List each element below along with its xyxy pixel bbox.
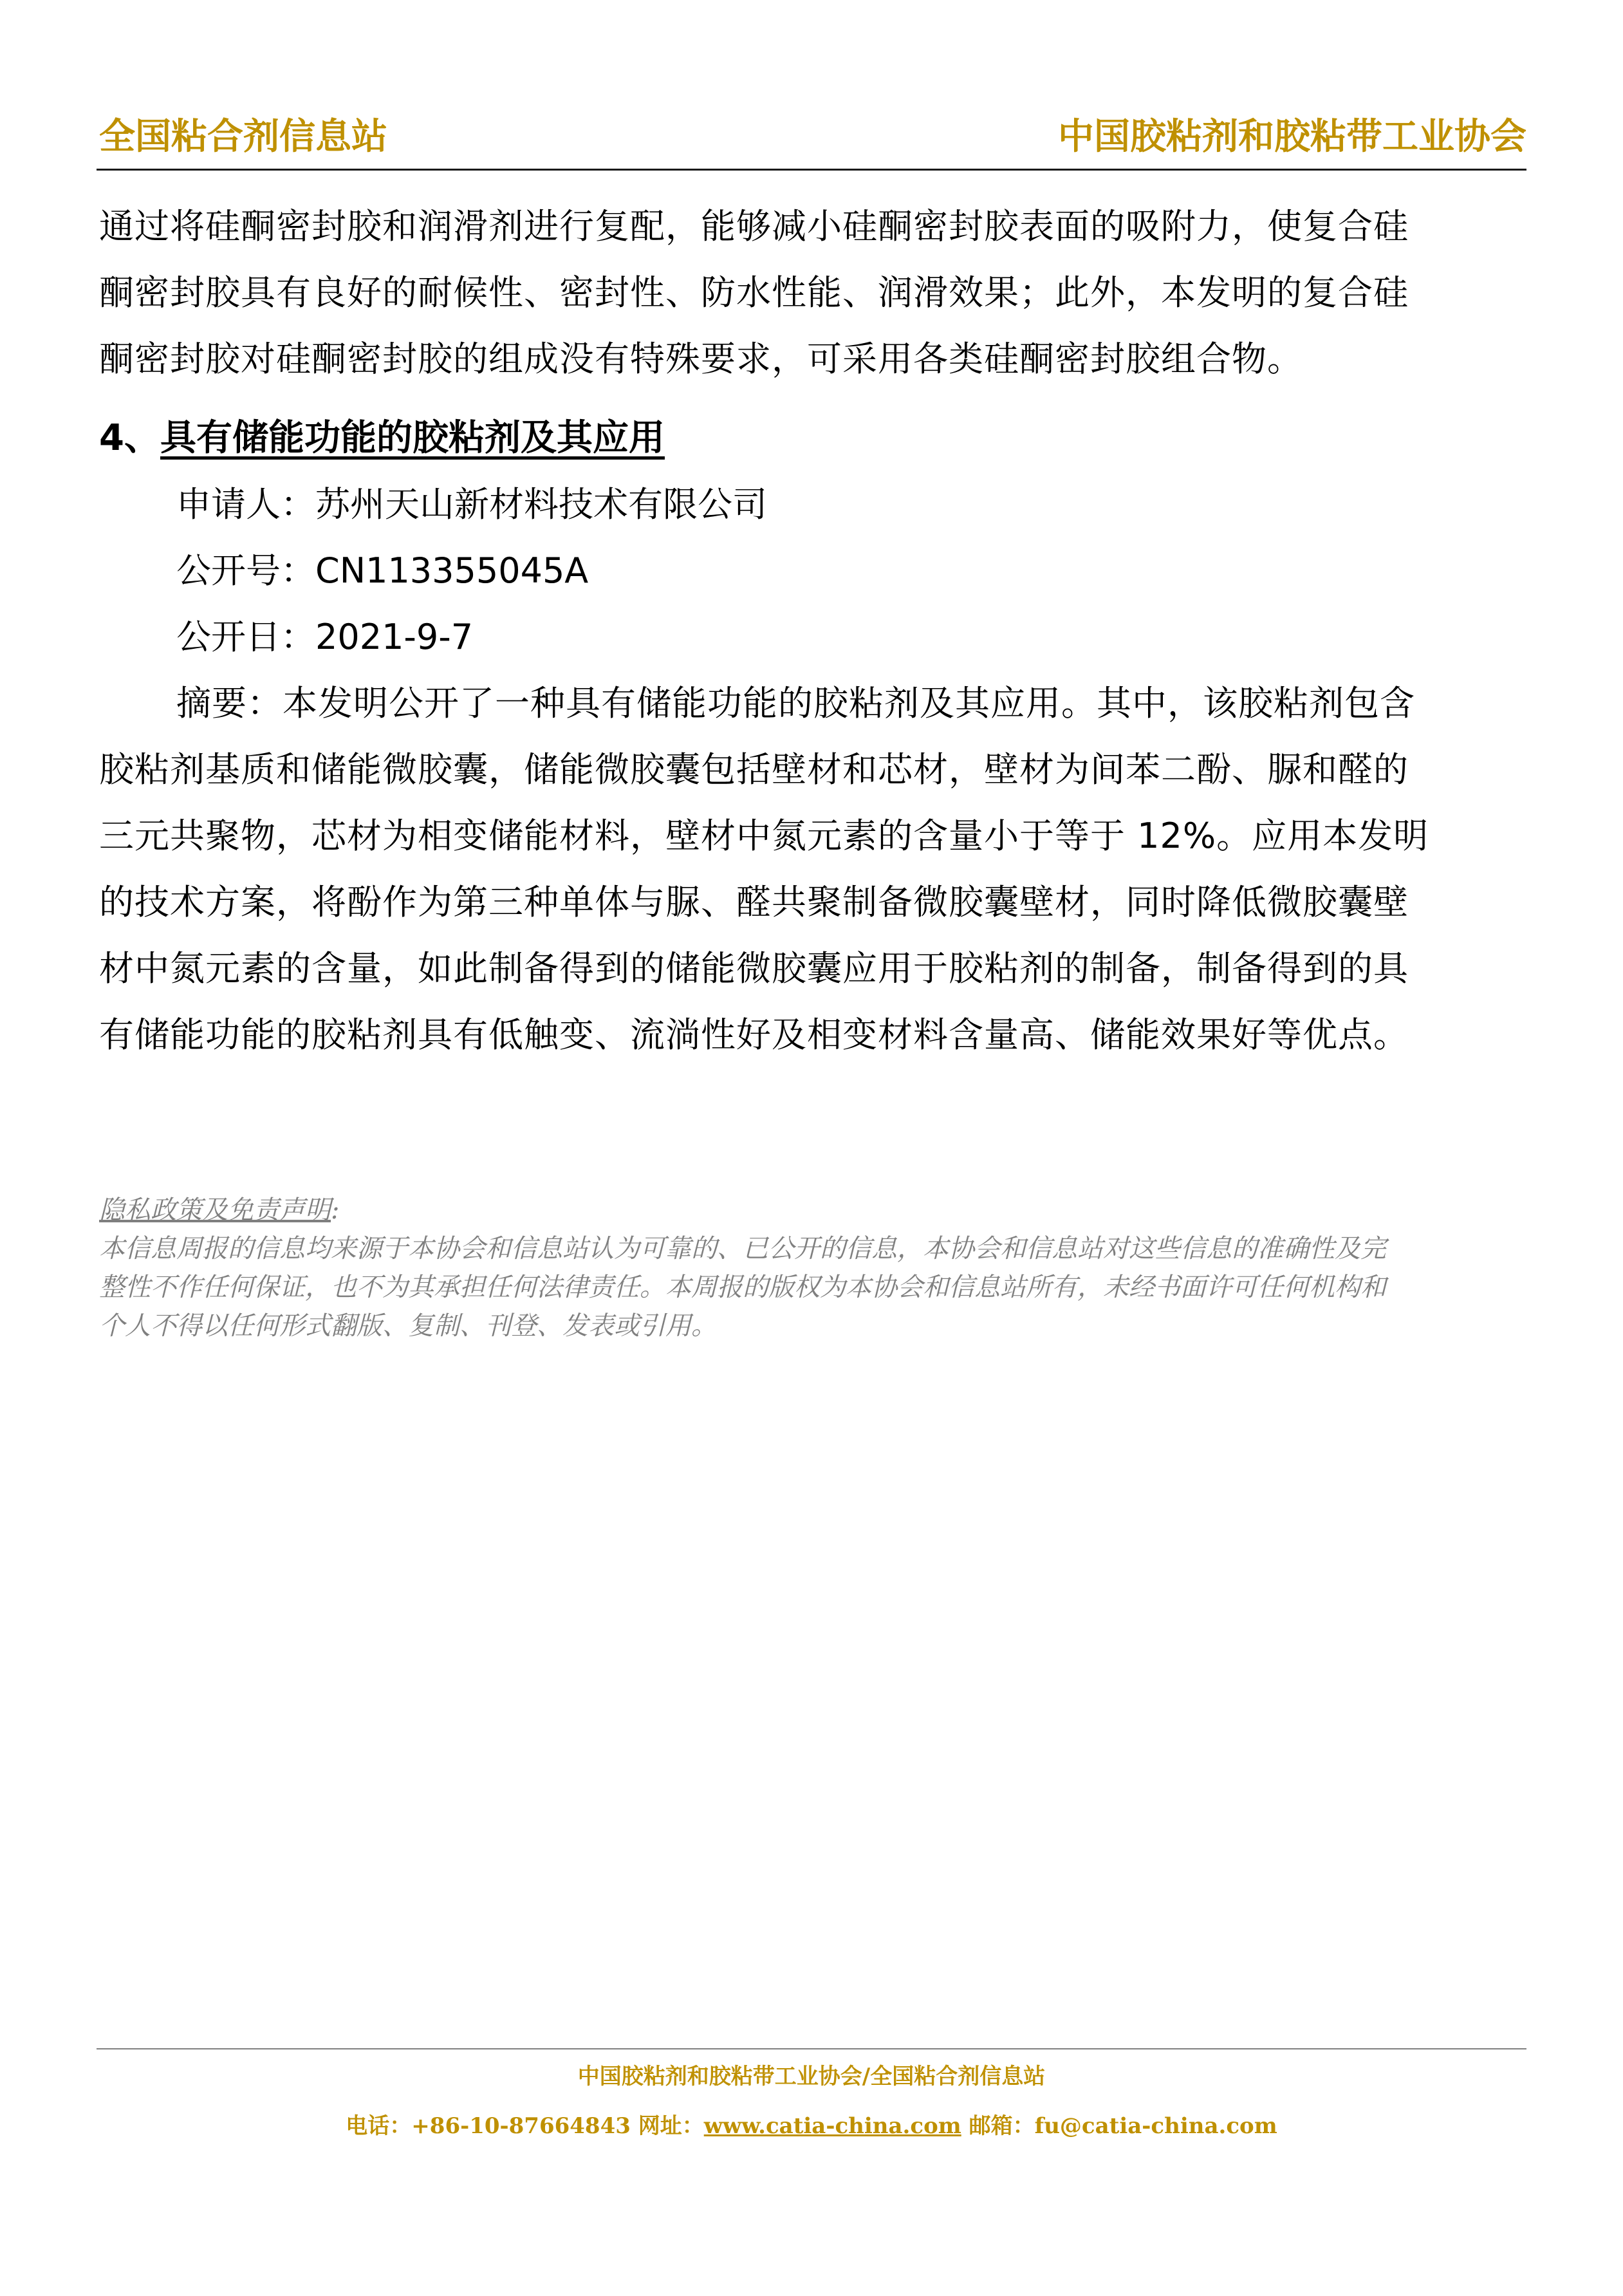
section-number: 4、 (99, 417, 160, 459)
footer-org: 中国胶粘剂和胶粘带工业协会/全国粘合剂信息站 (577, 2064, 1046, 2089)
page-header (97, 111, 1526, 171)
abstract-paragraph (99, 670, 1528, 1068)
footer-divider (97, 2048, 1526, 2049)
abstract-line: 三元共聚物，芯材为相变储能材料，壁材中氮元素的含量小于等于 12%。应用本发明 (99, 816, 1429, 856)
footer-website-link[interactable]: www.catia-china.com (703, 2113, 961, 2139)
publication-number: 公开号：CN113355045A (176, 550, 589, 591)
intro-line: 酮密封胶具有良好的耐候性、密封性、防水性能、润滑效果；此外，本发明的复合硅 (99, 272, 1409, 313)
intro-paragraph (99, 193, 1528, 392)
footer-contact (0, 2108, 1623, 2140)
section-title: 具有储能功能的胶粘剂及其应用 (160, 417, 665, 459)
abstract-line: 材中氮元素的含量，如此制备得到的储能微胶囊应用于胶粘剂的制备，制备得到的具 (99, 948, 1409, 989)
footer-email: 邮箱：fu@catia-china.com (961, 2113, 1277, 2139)
abstract-line: 胶粘剂基质和储能微胶囊，储能微胶囊包括壁材和芯材，壁材为间苯二酚、脲和醛的 (99, 749, 1409, 790)
abstract-line: 的技术方案，将酚作为第三种单体与脲、醛共聚制备微胶囊壁材，同时降低微胶囊壁 (99, 882, 1409, 922)
disclaimer-colon: : (331, 1195, 340, 1225)
abstract-line: 摘要：本发明公开了一种具有储能功能的胶粘剂及其应用。其中，该胶粘剂包含 (176, 683, 1415, 723)
disclaimer-title: 隐私政策及免责声明 (99, 1195, 331, 1225)
section-heading (99, 405, 1528, 471)
disclaimer-line: 个人不得以任何形式翻版、复制、刊登、发表或引用。 (99, 1311, 717, 1341)
header-right-title: 中国胶粘剂和胶粘带工业协会 (1058, 115, 1526, 158)
publication-date: 公开日：2021-9-7 (176, 617, 474, 657)
header-left-title: 全国粘合剂信息站 (99, 115, 387, 158)
disclaimer (99, 1191, 1528, 1345)
disclaimer-line: 本信息周报的信息均来源于本协会和信息站认为可靠的、已公开的信息，本协会和信息站对这些信息的准确性及完 (99, 1234, 1386, 1264)
applicant: 申请人：苏州天山新材料技术有限公司 (176, 484, 767, 525)
intro-line: 酮密封胶对硅酮密封胶的组成没有特殊要求，可采用各类硅酮密封胶组合物。 (99, 339, 1303, 379)
disclaimer-line: 整性不作任何保证，也不为其承担任何法律责任。本周报的版权为本协会和信息站所有，未经书面许可任何机构和 (99, 1273, 1386, 1302)
main-content (99, 193, 1528, 1068)
footer-phone: 电话：+86-10-87664843 网址： (346, 2113, 704, 2139)
abstract-line: 有储能功能的胶粘剂具有低触变、流淌性好及相变材料含量高、储能效果好等优点。 (99, 1014, 1409, 1055)
intro-line: 通过将硅酮密封胶和润滑剂进行复配，能够减小硅酮密封胶表面的吸附力，使复合硅 (99, 206, 1409, 247)
